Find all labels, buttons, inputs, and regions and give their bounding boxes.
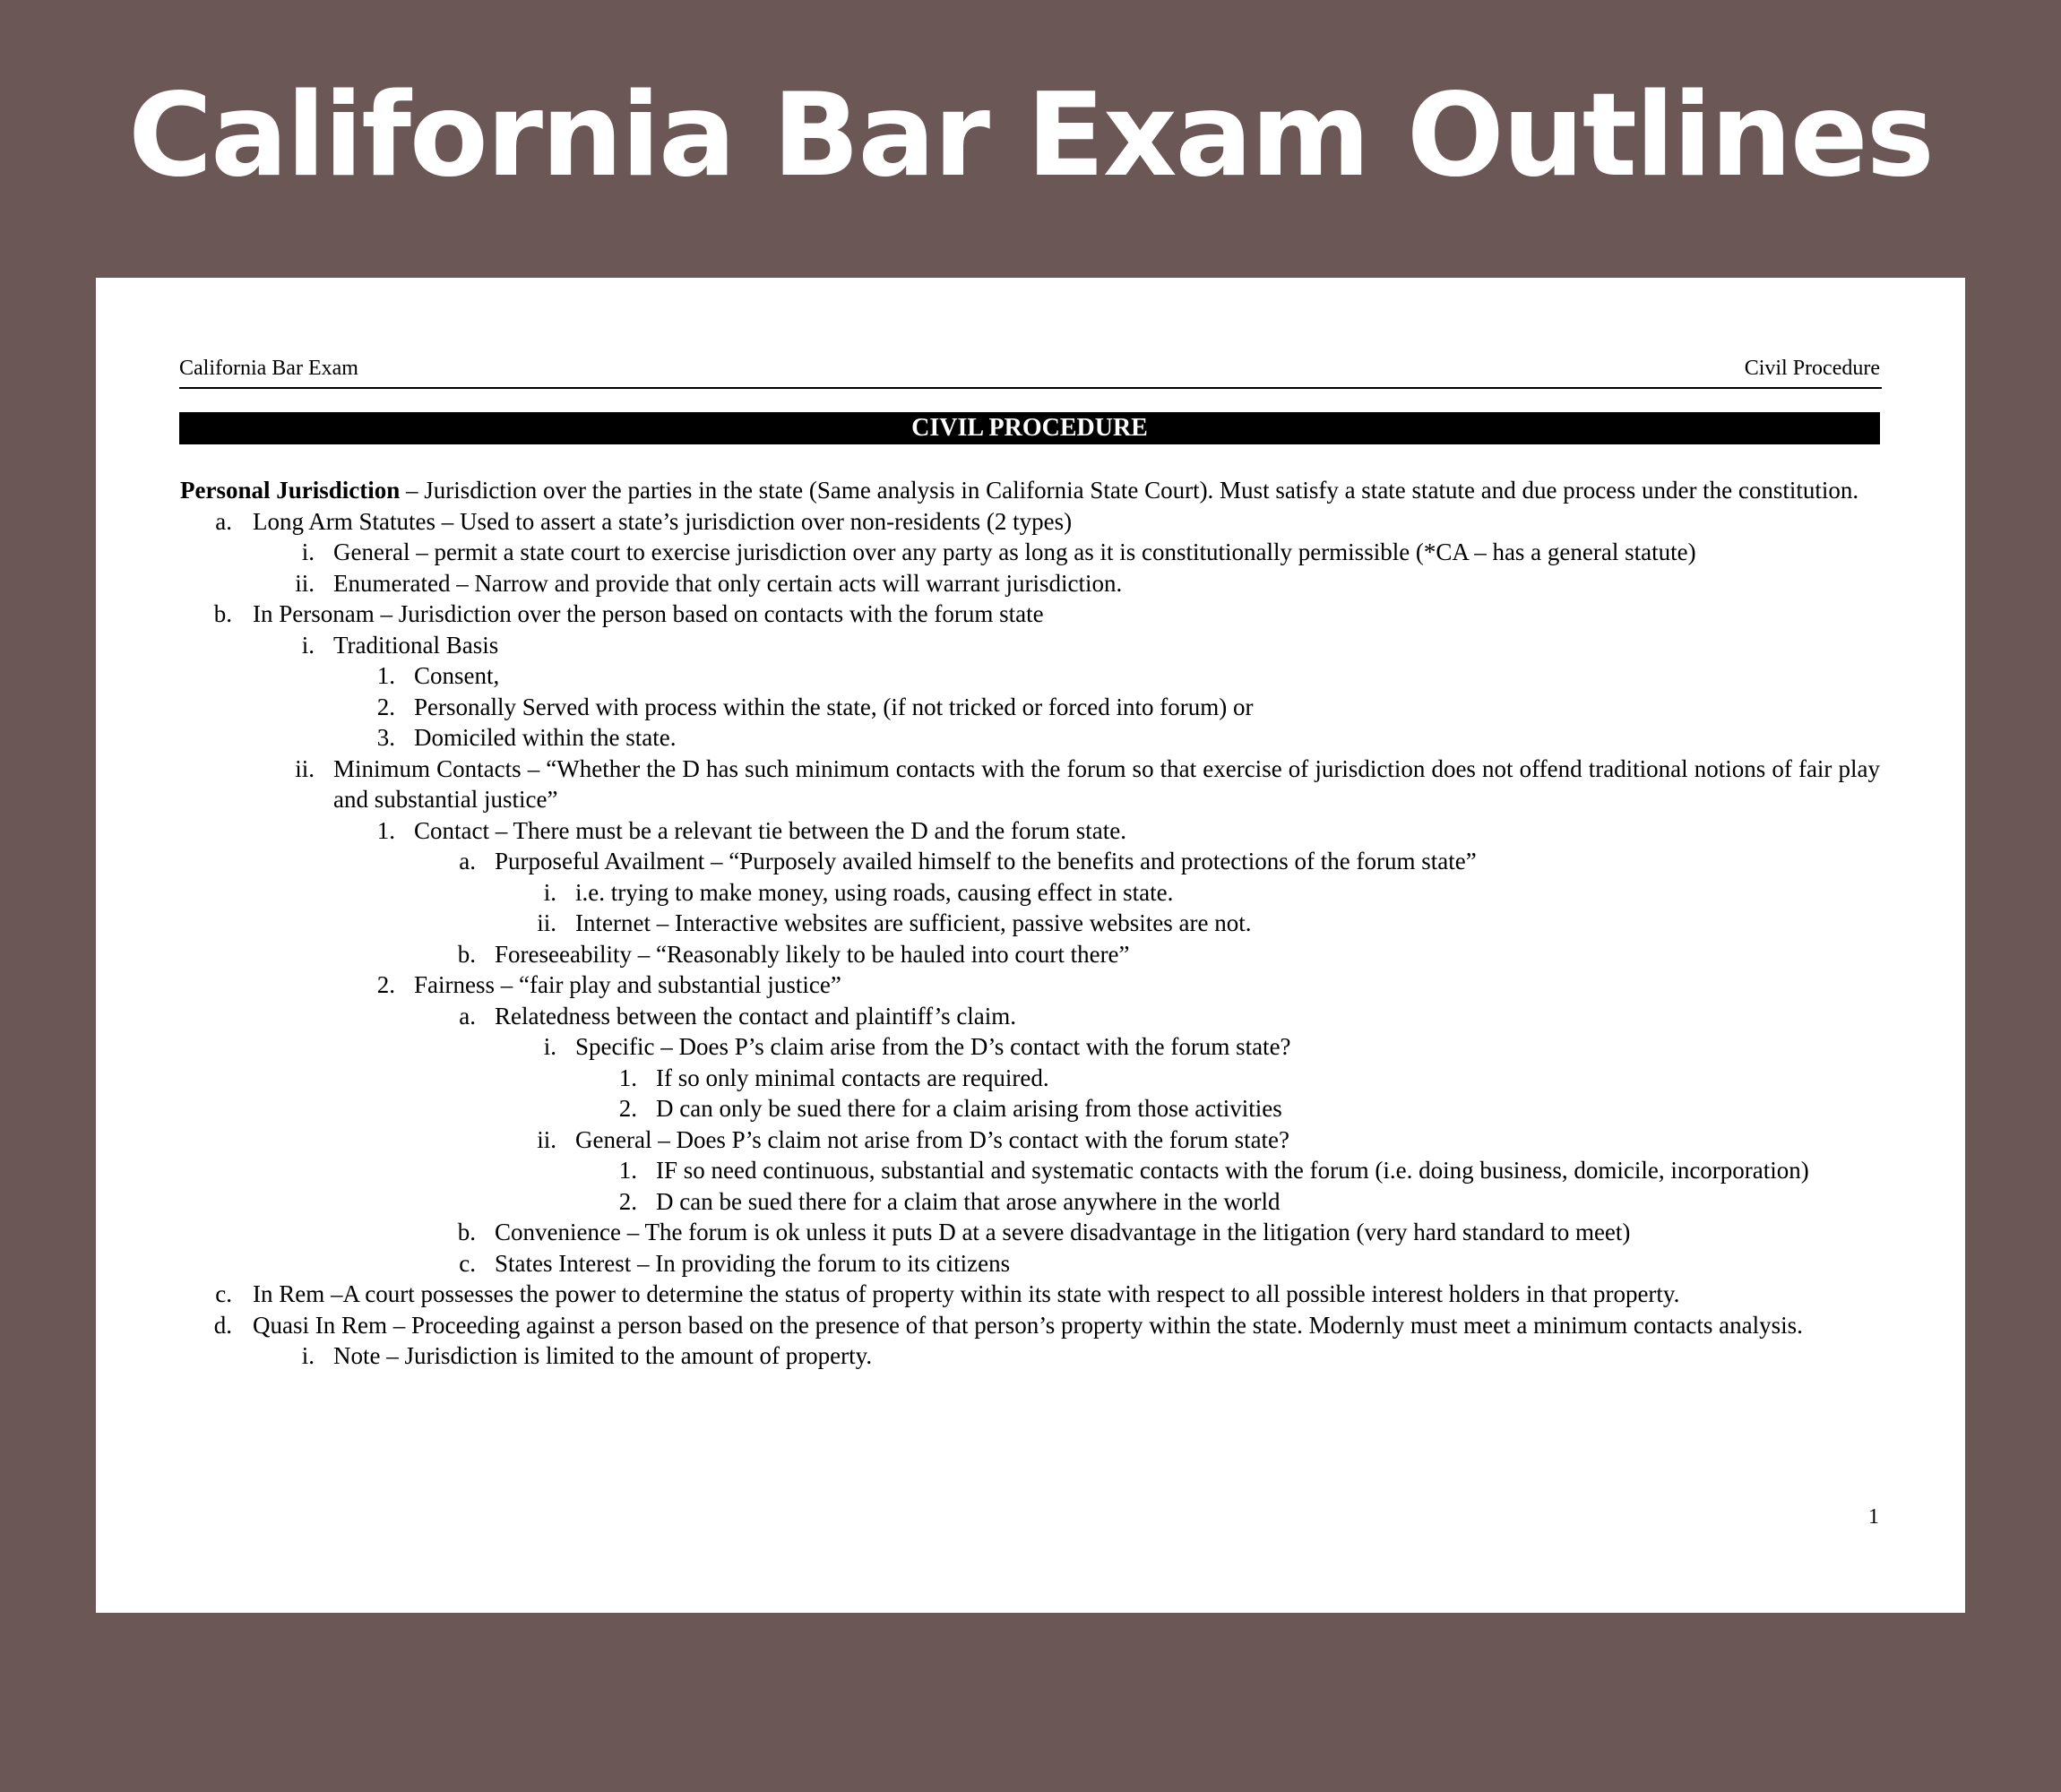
outline-marker: 2. bbox=[376, 971, 395, 998]
outline-marker: ii. bbox=[295, 569, 315, 597]
outline-text: Consent, bbox=[414, 662, 500, 689]
outline-text: Internet – Interactive websites are sufficient, passive websites are not. bbox=[575, 909, 1252, 936]
outline-item bbox=[180, 1031, 1880, 1063]
outline-text: Enumerated – Narrow and provide that only certain acts will warrant jurisdiction. bbox=[333, 569, 1123, 597]
outline-item bbox=[180, 877, 1880, 909]
outline-item bbox=[180, 908, 1880, 939]
outline-text: Specific – Does P’s claim arise from the D’s contact with the forum state? bbox=[575, 1033, 1291, 1060]
outline-text: i.e. trying to make money, using roads, causing effect in state. bbox=[575, 878, 1174, 906]
intro-text: – Jurisdiction over the parties in the state (Same analysis in California State Court). Must satisfy a state statute and due process under the constitution. bbox=[400, 477, 1859, 504]
outline-marker: 1. bbox=[618, 1157, 637, 1184]
outline-text: In Personam – Jurisdiction over the person based on contacts with the forum state bbox=[253, 600, 1044, 627]
outline-content bbox=[180, 475, 1880, 1372]
outline-item bbox=[180, 939, 1880, 970]
outline-marker: 2. bbox=[618, 1095, 637, 1122]
outline-marker: 1. bbox=[376, 662, 395, 689]
outline-marker: ii. bbox=[537, 1125, 556, 1153]
outline-text: Foreseeability – “Reasonably likely to be hauled into court there” bbox=[495, 940, 1130, 968]
outline-marker: i. bbox=[543, 878, 556, 906]
outline-text: Long Arm Statutes – Used to assert a state’s jurisdiction over non-residents (2 types) bbox=[253, 507, 1073, 535]
outline-marker: b. bbox=[457, 1219, 476, 1245]
outline-marker: ii. bbox=[295, 754, 315, 782]
outline-item bbox=[180, 1155, 1880, 1186]
intro-paragraph bbox=[180, 475, 1880, 506]
outline-item bbox=[180, 1217, 1880, 1248]
outline-marker: c. bbox=[215, 1280, 232, 1307]
outline-text: General – Does P’s claim not arise from D’s contact with the forum state? bbox=[575, 1125, 1290, 1153]
outline-item bbox=[180, 660, 1880, 692]
outline-marker: c. bbox=[459, 1249, 476, 1277]
outline-marker: 3. bbox=[376, 724, 395, 751]
outline-item bbox=[180, 1124, 1880, 1156]
outline-item bbox=[180, 1186, 1880, 1218]
outline-marker: i. bbox=[301, 538, 315, 565]
outline-item bbox=[180, 537, 1880, 568]
document-page bbox=[96, 278, 1965, 1613]
outline-text: Personally Served with process within the state, (if not tricked or forced into forum) or bbox=[414, 693, 1254, 720]
outline-item bbox=[180, 506, 1880, 538]
outline-item bbox=[180, 1001, 1880, 1032]
outline-marker: a. bbox=[215, 507, 232, 535]
outline-text: General – permit a state court to exercise jurisdiction over any party as long as it is constitutionally permissible (*CA – has a general statute) bbox=[333, 538, 1696, 565]
outline-item bbox=[180, 568, 1880, 599]
outline-text: Traditional Basis bbox=[333, 631, 499, 659]
outline-marker: b. bbox=[213, 600, 232, 627]
outline-marker: b. bbox=[457, 940, 476, 968]
outline-text: Purposeful Availment – “Purposely availed himself to the benefits and protections of the forum state” bbox=[495, 848, 1477, 874]
outline-text: Fairness – “fair play and substantial justice” bbox=[414, 971, 841, 998]
outline-item bbox=[180, 630, 1880, 661]
outline-text: If so only minimal contacts are required. bbox=[656, 1064, 1049, 1091]
outline-item bbox=[180, 599, 1880, 630]
outline-marker: i. bbox=[301, 631, 315, 659]
banner-title: California Bar Exam Outlines bbox=[128, 69, 1933, 202]
outline-item bbox=[180, 846, 1880, 877]
outline-marker: a. bbox=[459, 1002, 476, 1030]
header-left-text: California Bar Exam bbox=[179, 357, 358, 380]
outline-marker: 1. bbox=[376, 816, 395, 844]
header-right-text: Civil Procedure bbox=[1744, 357, 1880, 380]
outline-item bbox=[180, 815, 1880, 847]
outline-text: Note – Jurisdiction is limited to the amount of property. bbox=[333, 1342, 873, 1369]
outline-marker: i. bbox=[301, 1342, 315, 1369]
outline-marker: a. bbox=[459, 848, 476, 874]
outline-item bbox=[180, 1310, 1880, 1341]
section-title-bar: CIVIL PROCEDURE bbox=[179, 412, 1880, 444]
outline-marker: 2. bbox=[376, 693, 395, 720]
outline-marker: 2. bbox=[618, 1187, 637, 1215]
running-header bbox=[179, 357, 1882, 389]
outline-text: Quasi In Rem – Proceeding against a person based on the presence of that person’s property within the state. Modernly must meet a minimum contacts analysis. bbox=[253, 1311, 1803, 1339]
outline-item bbox=[180, 1340, 1880, 1372]
outline-text: Relatedness between the contact and plaintiff’s claim. bbox=[495, 1002, 1017, 1030]
outline-item bbox=[180, 754, 1880, 815]
outline-marker: d. bbox=[213, 1311, 232, 1339]
outline-text: In Rem –A court possesses the power to determine the status of property within its state with respect to all possible interest holders in that property. bbox=[253, 1280, 1680, 1307]
outline-item bbox=[180, 969, 1880, 1001]
outline-marker: ii. bbox=[537, 909, 556, 936]
outline-text: States Interest – In providing the forum to its citizens bbox=[495, 1249, 1011, 1277]
outline-item bbox=[180, 1248, 1880, 1279]
outline-text: Convenience – The forum is ok unless it puts D at a severe disadvantage in the litigation (very hard standard to meet) bbox=[495, 1219, 1631, 1245]
outline-text: Minimum Contacts – “Whether the D has such minimum contacts with the forum so that exercise of jurisdiction does not offend traditional notions of fair play and substantial justice” bbox=[333, 754, 1880, 813]
outline-item bbox=[180, 1063, 1880, 1094]
outline-text: Domiciled within the state. bbox=[414, 724, 677, 751]
outline-marker: i. bbox=[543, 1033, 556, 1060]
intro-heading: Personal Jurisdiction bbox=[180, 477, 401, 504]
outline-text: D can only be sued there for a claim arising from those activities bbox=[656, 1095, 1282, 1122]
outline-marker: 1. bbox=[618, 1064, 637, 1091]
outline-item bbox=[180, 1093, 1880, 1124]
outline-item bbox=[180, 722, 1880, 754]
outline-text: IF so need continuous, substantial and systematic contacts with the forum (i.e. doing business, domicile, incorporation) bbox=[656, 1157, 1809, 1184]
page-number: 1 bbox=[1868, 1505, 1879, 1529]
outline-text: Contact – There must be a relevant tie between the D and the forum state. bbox=[414, 816, 1126, 844]
outline-item bbox=[180, 692, 1880, 723]
outline-item bbox=[180, 1279, 1880, 1310]
outline-text: D can be sued there for a claim that arose anywhere in the world bbox=[656, 1187, 1281, 1215]
